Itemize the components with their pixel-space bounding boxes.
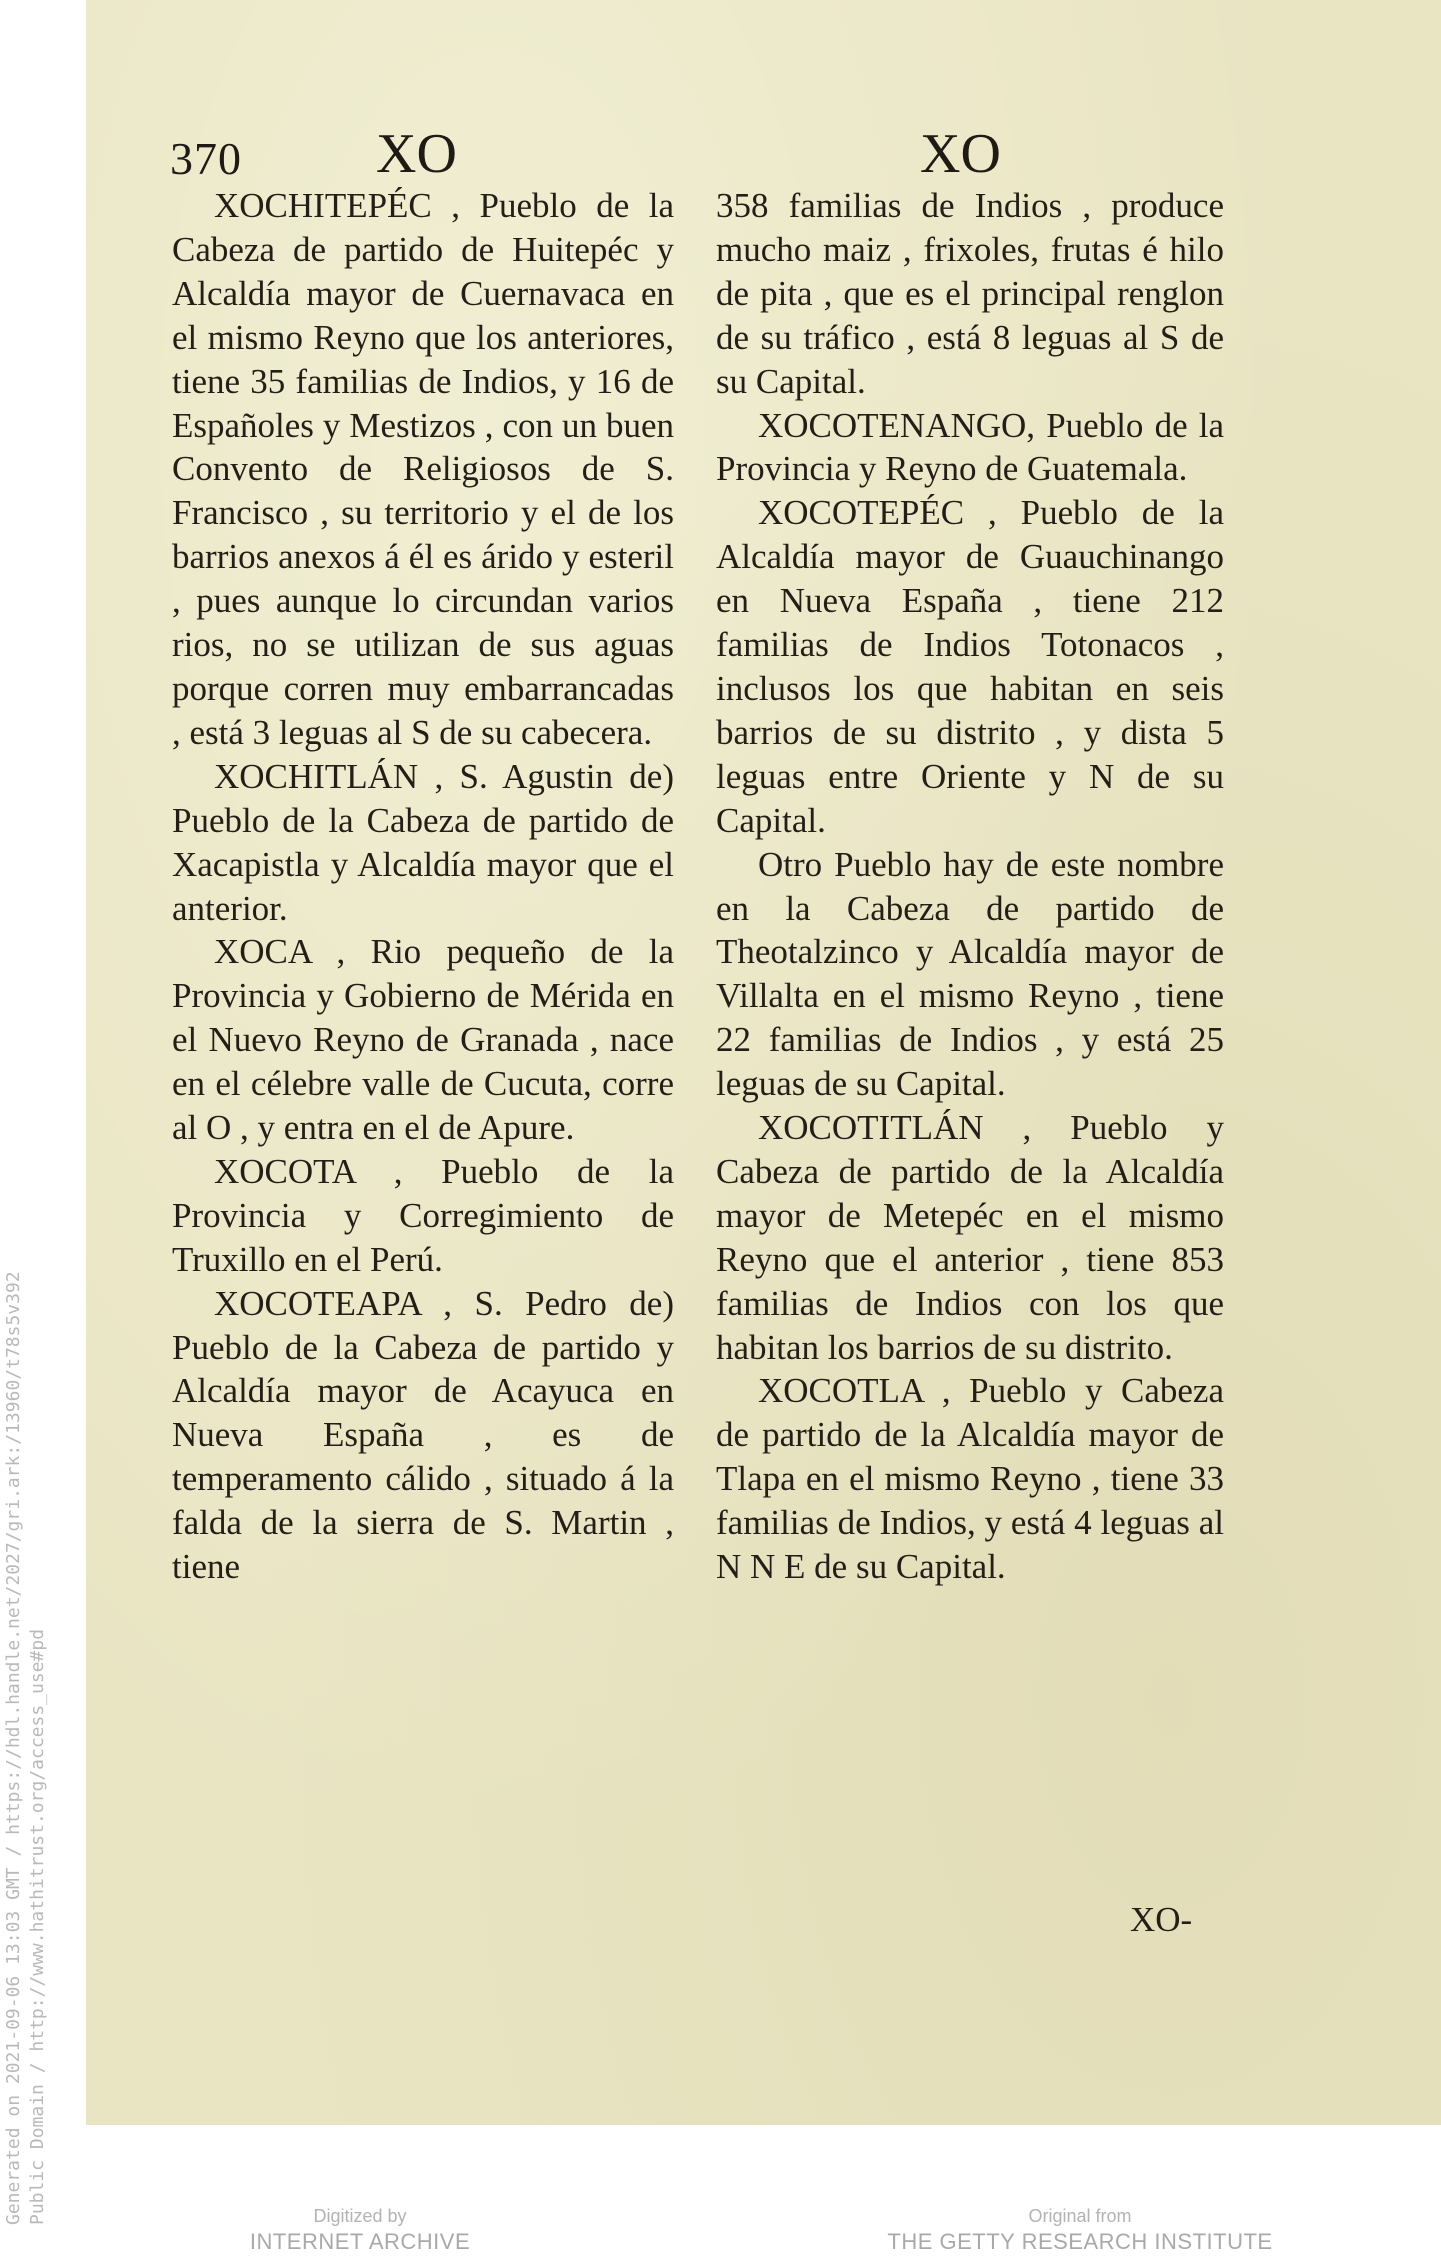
- entry-xocota: XOCOTA , Pueblo de la Provincia y Corregimiento de Truxillo en el Perú.: [172, 1151, 674, 1279]
- footer-digitized-by: [240, 2205, 480, 2257]
- right-column: [716, 184, 1224, 1589]
- entry-xoca: XOCA , Rio pequeño de la Provincia y Gobierno de Mérida en el Nuevo Reyno de Granada , nace en el célebre valle de Cucuta, corre al O , y entra en el de Apure.: [172, 932, 674, 1148]
- footer-getty-institute: THE GETTY RESEARCH INSTITUTE: [887, 2229, 1273, 2254]
- entry-xocoteapa: XOCOTEAPA , S. Pedro de) Pueblo de la Cabeza de partido y Alcaldía mayor de Acayuca en Nueva España , es de temperamento cálido , situado á la falda de la sierra de S. Martin , tiene: [172, 1283, 674, 1587]
- entry-xocoteapa-continued: 358 familias de Indios , produce mucho maiz , frixoles, frutas é hilo de pita , que es el principal renglon de su tráfico , está 8 leguas al S de su Capital.: [716, 186, 1224, 401]
- catchword: XO-: [1130, 1900, 1193, 1939]
- left-margin: [0, 0, 86, 2255]
- entry-xocotla: XOCOTLA , Pueblo y Cabeza de partido de la Alcaldía mayor de Tlapa en el mismo Reyno , tiene 33 familias de Indios, y está 4 leguas al N N E de su Capital.: [716, 1371, 1224, 1587]
- entry-otro-pueblo: Otro Pueblo hay de este nombre en la Cabeza de partido de Theotalzinco y Alcaldía mayor de Villalta en el mismo Reyno , tiene 22 familias de Indios , y está 25 leguas de su Capital.: [716, 844, 1224, 1104]
- hathitrust-watermark: [2, 1271, 50, 2225]
- running-head-left: XO: [376, 123, 457, 185]
- left-column: [172, 184, 674, 1589]
- footer-original-from: [880, 2205, 1280, 2257]
- entry-xocotepec: XOCOTEPÉC , Pueblo de la Alcaldía mayor de Guauchinango en Nueva España , tiene 212 familias de Indios Totonacos , inclusos los que habitan en seis barrios de su distrito , y dista 5 leguas entre Oriente y N de su Capital.: [716, 493, 1224, 840]
- footer-digitized-label: Digitized by: [313, 2206, 407, 2226]
- running-head-right: XO: [920, 123, 1001, 185]
- watermark-line-1: Generated on 2021-09-06 13:03 GMT / https://hdl.handle.net/2027/gri.ark:/13960/t78s5v392: [3, 1271, 24, 2225]
- page-number: 370: [170, 133, 242, 184]
- entry-xochitlan: XOCHITLÁN , S. Agustin de) Pueblo de la Cabeza de partido de Xacapistla y Alcaldía mayor que el anterior.: [172, 756, 674, 928]
- footer-original-label: Original from: [1028, 2206, 1132, 2226]
- entry-xochitepec: XOCHITEPÉC , Pueblo de la Cabeza de partido de Huitepéc y Alcaldía mayor de Cuernavaca en el mismo Reyno que los anteriores, tiene 35 familias de Indios, y 16 de Españoles y Mestizos , con un buen Convento de Religiosos de S. Francisco , su territorio y el de los barrios anexos á él es árido y esteril , pues aunque lo circundan varios rios, no se utilizan de sus aguas porque corren muy embarrancadas , está 3 leguas al S de su cabecera.: [172, 186, 674, 752]
- entry-xocotitlan: XOCOTITLÁN , Pueblo y Cabeza de partido de la Alcaldía mayor de Metepéc en el mismo Reyno que el anterior , tiene 853 familias de Indios con los que habitan los barrios de su distrito.: [716, 1108, 1224, 1367]
- footer-internet-archive: INTERNET ARCHIVE: [249, 2229, 471, 2254]
- watermark-line-2: Public Domain / http://www.hathitrust.org/access_use#pd: [27, 1628, 48, 2225]
- entry-xocotenango: XOCOTENANGO, Pueblo de la Provincia y Reyno de Guatemala.: [716, 405, 1224, 489]
